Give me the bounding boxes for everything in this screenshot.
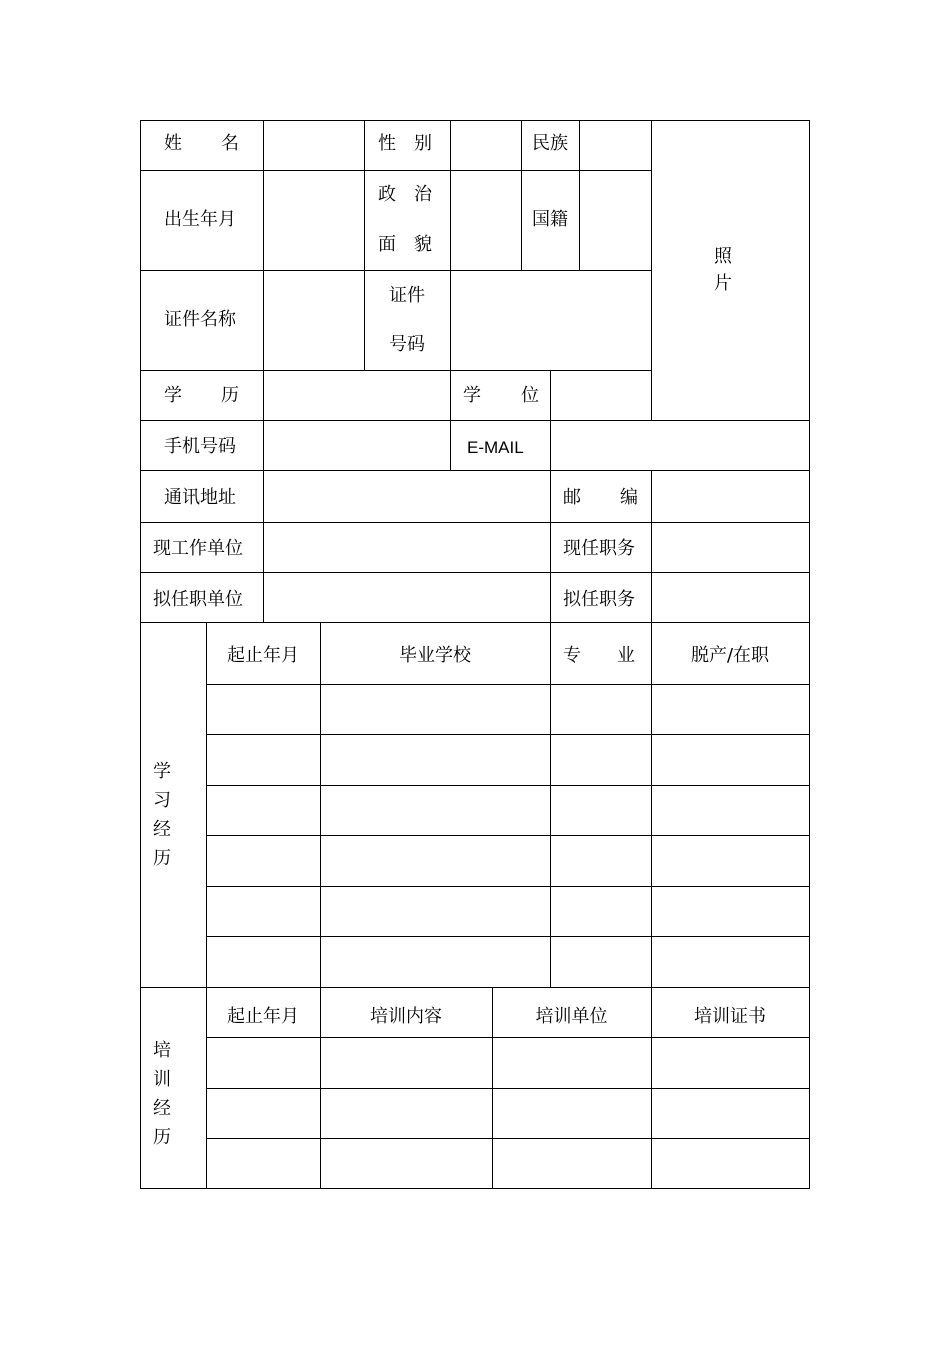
photo-label: 照 bbox=[714, 246, 732, 267]
political-status-label: 政 治 bbox=[378, 184, 432, 205]
id-number-label: 证件 bbox=[389, 285, 425, 306]
rule bbox=[206, 936, 810, 937]
email-label: E-MAIL bbox=[467, 438, 524, 457]
rule bbox=[206, 835, 810, 836]
rule bbox=[206, 886, 810, 887]
nationality-field[interactable] bbox=[580, 171, 651, 270]
ethnicity-label: 民族 bbox=[532, 133, 568, 154]
gender-label: 性 别 bbox=[378, 133, 432, 154]
address-label: 通讯地址 bbox=[164, 487, 236, 508]
training-header-certificate: 培训证书 bbox=[694, 1006, 766, 1027]
degree-label-2: 位 bbox=[521, 385, 539, 406]
name-field[interactable] bbox=[264, 121, 364, 170]
birth-date-label: 出生年月 bbox=[164, 209, 236, 230]
political-status-label-2: 面 貌 bbox=[378, 234, 432, 255]
id-number-field[interactable] bbox=[451, 271, 651, 370]
training-section-label: 经 bbox=[153, 1098, 171, 1119]
birth-date-field[interactable] bbox=[264, 171, 364, 270]
name-label: 姓 bbox=[164, 133, 182, 154]
id-type-label: 证件名称 bbox=[164, 309, 236, 330]
training-section-label: 培 bbox=[153, 1040, 171, 1061]
ethnicity-field[interactable] bbox=[580, 121, 651, 170]
postcode-label-2: 编 bbox=[620, 487, 638, 508]
training-header-content: 培训内容 bbox=[370, 1006, 442, 1027]
study-section-label: 历 bbox=[153, 848, 171, 869]
education-label: 学 bbox=[164, 385, 182, 406]
training-section-label: 历 bbox=[153, 1127, 171, 1148]
email-field[interactable] bbox=[551, 421, 809, 470]
postcode-field[interactable] bbox=[652, 471, 809, 522]
degree-field[interactable] bbox=[551, 371, 651, 420]
study-header-mode: 脱产/在职 bbox=[690, 645, 770, 666]
study-header-major: 专 业 bbox=[563, 645, 635, 666]
gender-field[interactable] bbox=[451, 121, 521, 170]
education-label-2: 历 bbox=[221, 385, 239, 406]
political-status-field[interactable] bbox=[451, 171, 521, 270]
proposed-employer-field[interactable] bbox=[264, 573, 550, 622]
training-section-label: 训 bbox=[153, 1069, 171, 1090]
training-header-period: 起止年月 bbox=[227, 1006, 299, 1027]
id-type-field[interactable] bbox=[264, 271, 364, 370]
table-border-bottom bbox=[140, 1188, 810, 1189]
mobile-field[interactable] bbox=[264, 421, 450, 470]
table-border-left bbox=[140, 120, 141, 1189]
training-header-institution: 培训单位 bbox=[535, 1006, 608, 1027]
rule bbox=[206, 1088, 810, 1089]
rule bbox=[206, 1138, 810, 1139]
rule bbox=[206, 785, 810, 786]
proposed-position-label: 拟任职务 bbox=[563, 589, 635, 610]
study-section-label: 经 bbox=[153, 819, 171, 840]
proposed-position-field[interactable] bbox=[652, 573, 809, 622]
rule bbox=[521, 120, 522, 270]
name-label-2: 名 bbox=[221, 133, 239, 154]
nationality-label: 国籍 bbox=[532, 209, 568, 230]
current-position-field[interactable] bbox=[652, 523, 809, 572]
rule bbox=[206, 684, 810, 685]
id-number-label-2: 号码 bbox=[389, 334, 425, 355]
study-header-school: 毕业学校 bbox=[399, 645, 471, 666]
rule bbox=[364, 120, 365, 370]
photo-label-2: 片 bbox=[714, 273, 732, 294]
table-border-right bbox=[809, 120, 810, 1189]
address-field[interactable] bbox=[264, 471, 550, 522]
rule bbox=[206, 734, 810, 735]
study-section-label: 习 bbox=[153, 790, 171, 811]
rule bbox=[206, 622, 207, 1188]
current-employer-label: 现工作单位 bbox=[153, 538, 243, 559]
rule bbox=[140, 622, 810, 623]
photo-box[interactable] bbox=[652, 121, 809, 420]
study-section-label: 学 bbox=[153, 761, 171, 782]
rule bbox=[140, 987, 810, 988]
current-employer-field[interactable] bbox=[264, 523, 550, 572]
current-position-label: 现任职务 bbox=[563, 538, 635, 559]
postcode-label: 邮 bbox=[563, 487, 581, 508]
rule bbox=[320, 622, 321, 1188]
degree-label: 学 bbox=[463, 385, 481, 406]
education-field[interactable] bbox=[264, 371, 450, 420]
rule bbox=[206, 1037, 810, 1038]
study-header-period: 起止年月 bbox=[227, 645, 299, 666]
proposed-employer-label: 拟任职单位 bbox=[153, 589, 243, 610]
mobile-label: 手机号码 bbox=[164, 436, 236, 457]
rule bbox=[140, 170, 651, 171]
